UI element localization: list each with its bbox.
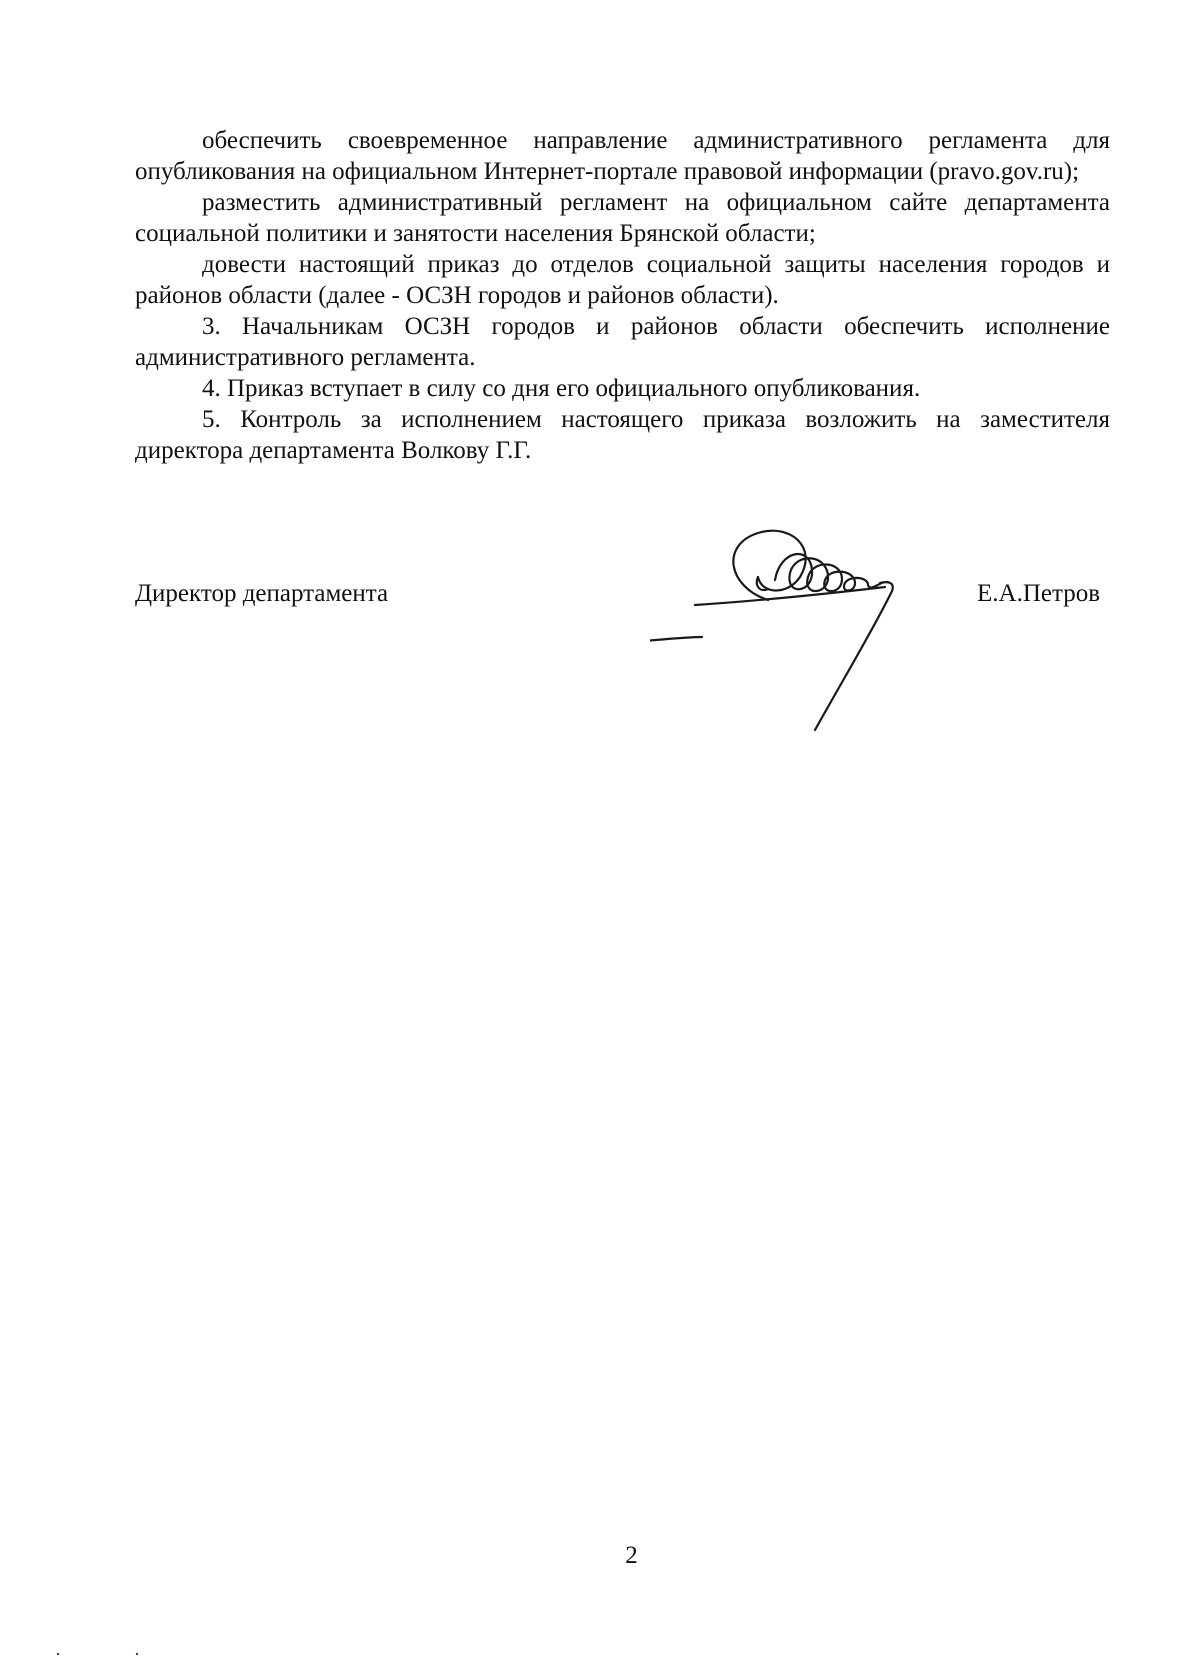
paragraph-publish-regulation: обеспечить своевременное направление административного регламента для опубликования на официальном Интернет-портале правовой информации (pravo.gov.ru); — [135, 127, 1110, 185]
signatory-name: Е.А.Петров — [977, 580, 1101, 607]
paragraph-item-4: 4. Приказ вступает в силу со дня его официального опубликования. — [202, 375, 921, 402]
paragraph-item-5: 5. Контроль за исполнением настоящего приказа возложить на заместителя директора департамента Волкову Г.Г. — [135, 406, 1110, 464]
paragraph-deliver-order: довести настоящий приказ до отделов социальной защиты населения городов и районов области (далее - ОСЗН городов и районов области). — [135, 251, 1110, 309]
scan-artifact — [55, 1650, 175, 1658]
paragraph-item-3: 3. Начальникам ОСЗН городов и районов области обеспечить исполнение административного регламента. — [135, 313, 1110, 371]
page-number: 2 — [625, 1542, 638, 1569]
document-body — [135, 125, 1110, 466]
paragraph-post-regulation: разместить административный регламент на официальном сайте департамента социальной политики и занятости населения Брянской области; — [135, 189, 1110, 247]
signatory-role: Директор департамента — [135, 580, 389, 607]
handwritten-signature-icon — [650, 525, 950, 755]
